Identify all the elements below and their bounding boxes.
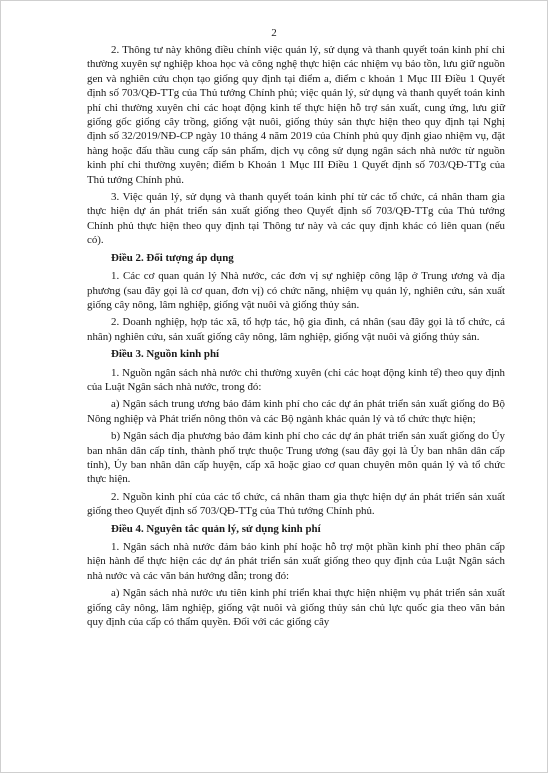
section-heading: Điều 3. Nguồn kinh phí <box>111 348 220 361</box>
paragraph: 2. Doanh nghiệp, hợp tác xã, tổ hợp tác, hộ gia đình, cá nhân (sau đây gọi là tổ chức, cá nhân) nghiên cứu, sản xuất giống cây nông, lâm nghiệp, giống vật nuôi và giống thủy sản. <box>87 316 505 343</box>
paragraph: 1. Nguồn ngân sách nhà nước chi thường xuyên (chi các hoạt động kinh tế) theo quy định của Luật Ngân sách nhà nước, trong đó: <box>87 366 505 393</box>
paragraph: a) Ngân sách trung ương bảo đảm kinh phí cho các dự án phát triển sản xuất giống do Bộ Nông nghiệp và Phát triển nông thôn và các Bộ ngành khác quản lý và tổ chức thực hiện; <box>87 398 505 425</box>
section-heading: Điều 4. Nguyên tắc quản lý, sử dụng kinh phí <box>111 522 321 535</box>
section-heading: Điều 2. Đối tượng áp dụng <box>111 251 234 264</box>
paragraph: a) Ngân sách nhà nước ưu tiên kinh phí triển khai thực hiện nhiệm vụ phát triển sản xuất giống cây nông, lâm nghiệp, giống vật nuôi và giống thủy sản chủ lực quốc gia theo văn bản quy định của cấp có thẩm quyền. Đối với các giống cây <box>87 587 505 629</box>
document-body <box>87 43 505 632</box>
paragraph: 2. Thông tư này không điều chỉnh việc quản lý, sử dụng và thanh quyết toán kinh phí chi thường xuyên sự nghiệp khoa học và công nghệ thực hiện các nhiệm vụ bảo tồn, lưu giữ nguồn gen và nghiên cứu chọn tạo giống quy định tại điểm a, điểm c khoản 1 Mục III Điều 1 Quyết định số 703/QĐ-TTg của Thủ tướng Chính phủ; việc quản lý, sử dụng và thanh quyết toán kinh phí chi thường xuyên chi các hoạt động kinh tế thực hiện hỗ trợ sản xuất, cung ứng, lưu giữ giống gốc giống cây trồng, giống vật nuôi, giống thủy sản thực hiện theo quy định tại Nghị định số 32/2019/NĐ-CP ngày 10 tháng 4 năm 2019 của Chính phủ quy định giao nhiệm vụ, đặt hàng hoặc đấu thầu cung cấp sản phẩm, dịch vụ công sử dụng ngân sách nhà nước từ nguồn kinh phí chi thường xuyên; điểm b Khoản 1 Mục III Điều 1 Quyết định số 703/QĐ-TTg của Thủ tướng Chính phủ. <box>87 44 505 186</box>
paragraph: b) Ngân sách địa phương bảo đảm kinh phí cho các dự án phát triển sản xuất giống do Ủy ban nhân dân cấp tỉnh, thành phố trực thuộc Trung ương (sau đây gọi là Ủy ban nhân dân cấp tỉnh), Ủy ban nhân dân cấp huyện, cấp xã hoặc giao cơ quan chuyên môn quản lý và tổ chức thực hiện. <box>87 430 505 486</box>
paragraph: 1. Các cơ quan quản lý Nhà nước, các đơn vị sự nghiệp công lập ở Trung ương và địa phương (sau đây gọi là cơ quan, đơn vị) có chức năng, nhiệm vụ quản lý, nghiên cứu, sản xuất giống cây nông, lâm nghiệp, giống vật nuôi và giống thủy sản. <box>87 270 505 311</box>
paragraph: 3. Việc quản lý, sử dụng và thanh quyết toán kinh phí từ các tổ chức, cá nhân tham gia thực hiện dự án phát triển sản xuất giống theo Quyết định số 703/QĐ-TTg của Thủ tướng Chính phủ thực hiện theo quy định tại Thông tư này và các quy định khác có liên quan (nếu có). <box>87 191 505 247</box>
paragraph: 2. Nguồn kinh phí của các tổ chức, cá nhân tham gia thực hiện dự án phát triển sản xuất giống theo Quyết định số 703/QĐ-TTg của Thủ tướng Chính phủ. <box>87 490 505 518</box>
paragraph: 1. Ngân sách nhà nước đảm bảo kinh phí hoặc hỗ trợ một phần kinh phí theo phân cấp hiện hành để thực hiện các dự án phát triển sản xuất giống theo quy định của Luật Ngân sách nhà nước và các văn bản hướng dẫn; trong đó: <box>87 541 505 582</box>
page-number: 2 <box>271 27 277 39</box>
